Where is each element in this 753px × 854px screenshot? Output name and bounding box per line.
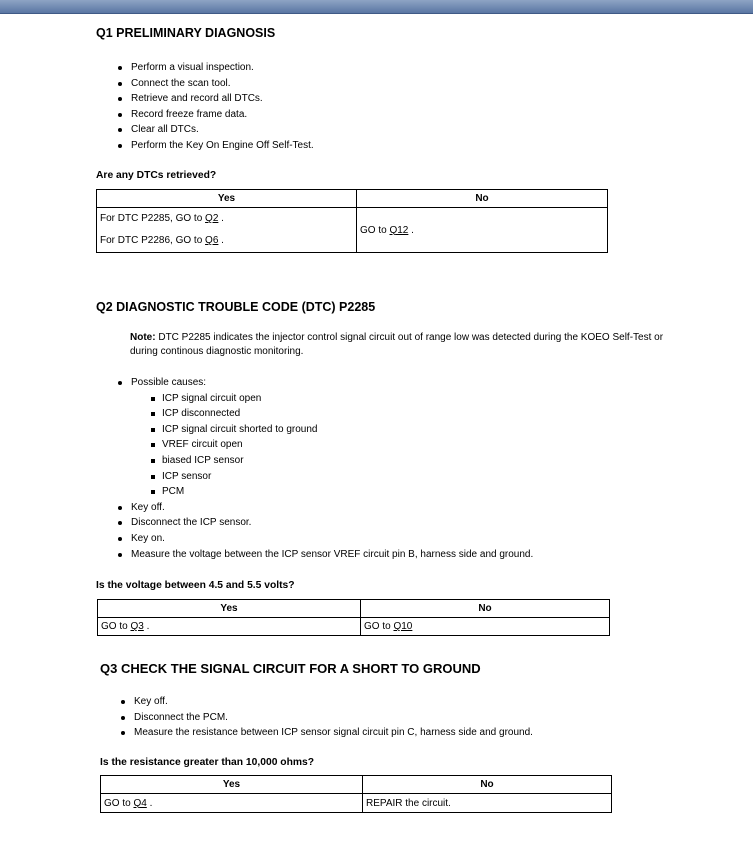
list-item: Key off. (119, 694, 533, 710)
yes-cell: GO to Q3 . (98, 618, 361, 636)
possible-causes-label: Possible causes: (131, 377, 207, 388)
yes-header: Yes (97, 190, 357, 208)
yes-header: Yes (101, 776, 363, 794)
yes-cell (97, 208, 357, 253)
list-item: Measure the voltage between the ICP sensor VREF circuit pin B, harness side and ground. (116, 547, 533, 563)
list-item (116, 375, 533, 500)
note-label: Note: (130, 332, 156, 343)
q3-steps-list (119, 694, 533, 741)
cell-text: GO to (360, 224, 387, 236)
link-q6[interactable]: Q6 (205, 235, 219, 246)
list-item: Measure the resistance between ICP sensor signal circuit pin C, harness side and ground. (119, 725, 533, 741)
list-item: Connect the scan tool. (116, 76, 314, 92)
list-item: Key off. (116, 500, 533, 516)
cause-item: ICP sensor (150, 469, 533, 485)
yes-cell: GO to Q4 . (101, 794, 363, 813)
link-q12[interactable]: Q12 (389, 224, 409, 236)
list-item: Disconnect the ICP sensor. (116, 515, 533, 531)
q2-note (130, 331, 670, 358)
link-q2[interactable]: Q2 (205, 213, 219, 224)
link-q10[interactable]: Q10 (393, 621, 413, 632)
cell-text: For DTC P2286, GO to (100, 235, 203, 246)
list-item: Perform the Key On Engine Off Self-Test. (116, 138, 314, 154)
causes-list (131, 391, 533, 500)
q2-heading: Q2 DIAGNOSTIC TROUBLE CODE (DTC) P2285 (96, 300, 376, 314)
q2-answer-table (97, 599, 610, 636)
q1-question: Are any DTCs retrieved? (96, 170, 217, 181)
list-item: Clear all DTCs. (116, 122, 314, 138)
cell-text: GO to (101, 621, 128, 632)
yes-row-p2286: For DTC P2286, GO to Q6 . (100, 235, 224, 246)
cell-text: GO to (364, 621, 391, 632)
no-cell (361, 618, 610, 636)
list-item: Retrieve and record all DTCs. (116, 91, 314, 107)
no-header: No (361, 600, 610, 618)
cell-text: For DTC P2285, GO to (100, 213, 203, 224)
q1-answer-table (96, 189, 608, 253)
q2-steps-list (116, 375, 533, 562)
q1-heading: Q1 PRELIMINARY DIAGNOSIS (96, 26, 276, 40)
cause-item: biased ICP sensor (150, 453, 533, 469)
list-item: Record freeze frame data. (116, 107, 314, 123)
no-cell: GO to Q12 . (357, 208, 608, 253)
note-text: DTC P2285 indicates the injector control signal circuit out of range low was detected during the KOEO Self-Test or during continous diagnostic monitoring. (130, 332, 664, 357)
cell-text: GO to (104, 797, 131, 809)
q1-steps-list (116, 60, 314, 154)
q3-question: Is the resistance greater than 10,000 ohms? (100, 757, 315, 768)
q3-heading: Q3 CHECK THE SIGNAL CIRCUIT FOR A SHORT TO GROUND (100, 661, 481, 676)
link-q3[interactable]: Q3 (130, 621, 144, 632)
no-header: No (357, 190, 608, 208)
list-item: Disconnect the PCM. (119, 710, 533, 726)
cause-item: ICP disconnected (150, 406, 533, 422)
no-cell: REPAIR the circuit. (363, 794, 612, 813)
cause-item: ICP signal circuit open (150, 391, 533, 407)
list-item: Key on. (116, 531, 533, 547)
q2-question: Is the voltage between 4.5 and 5.5 volts? (96, 580, 295, 591)
yes-header: Yes (98, 600, 361, 618)
link-q4[interactable]: Q4 (133, 797, 147, 809)
cause-item: ICP signal circuit shorted to ground (150, 422, 533, 438)
no-header: No (363, 776, 612, 794)
yes-row-p2285: For DTC P2285, GO to Q2 . (100, 213, 224, 224)
cause-item: VREF circuit open (150, 437, 533, 453)
cause-item: PCM (150, 484, 533, 500)
list-item: Perform a visual inspection. (116, 60, 314, 76)
q3-answer-table (100, 775, 612, 813)
